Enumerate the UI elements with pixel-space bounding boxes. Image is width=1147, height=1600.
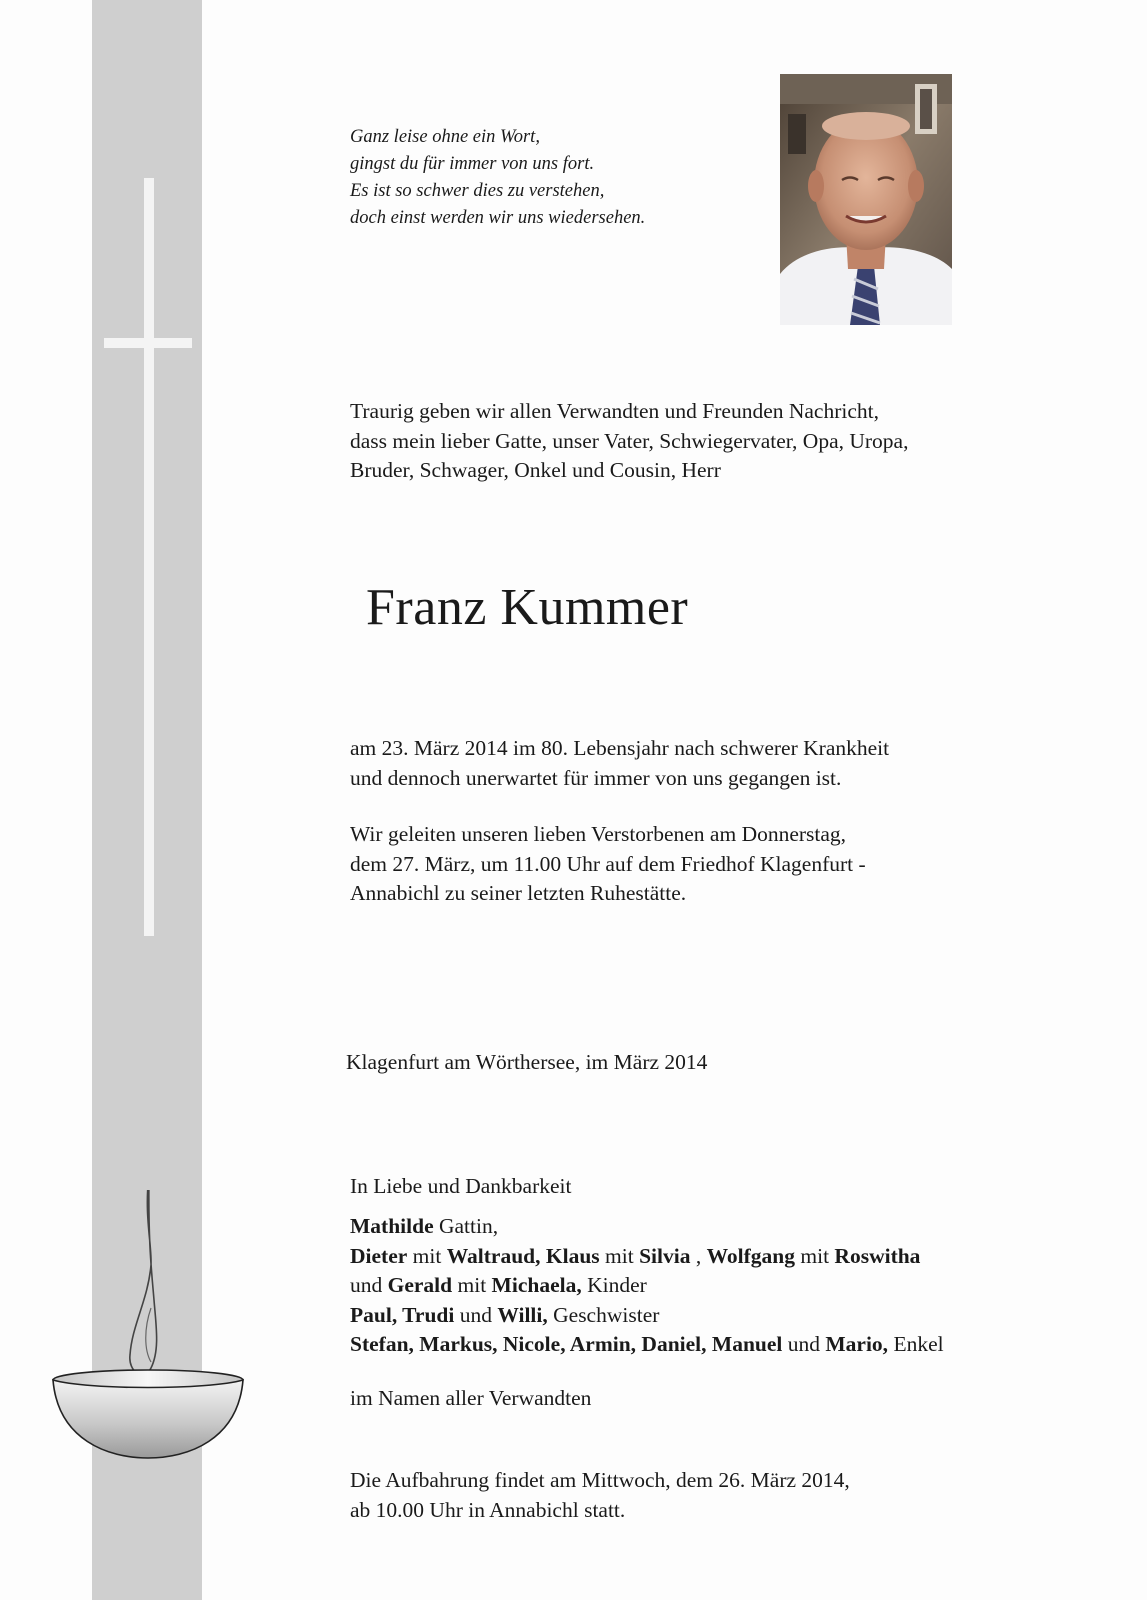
funeral-notice xyxy=(350,820,866,909)
death-notice xyxy=(350,734,889,793)
family-connector: und xyxy=(782,1332,826,1356)
family-name: Silvia xyxy=(639,1243,691,1268)
family-role: Enkel xyxy=(888,1332,944,1356)
family-role: Kinder xyxy=(581,1273,647,1297)
flame-icon xyxy=(130,1190,157,1375)
family-name: Mario, xyxy=(825,1332,889,1356)
family-connector: und xyxy=(454,1302,498,1327)
family-name: Dieter xyxy=(350,1243,408,1268)
family-line-siblings xyxy=(350,1301,944,1331)
family-role: Geschwister xyxy=(547,1302,660,1327)
gratitude-line: In Liebe und Dankbarkeit xyxy=(350,1174,572,1198)
family-name: Willi, xyxy=(497,1302,548,1327)
intro-line: dass mein lieber Gatte, unser Vater, Schwiegervater, Opa, Uropa, xyxy=(350,428,909,453)
family-name: Gerald xyxy=(387,1273,453,1297)
viewing-notice-line: Die Aufbahrung findet am Mittwoch, dem 26. März 2014, xyxy=(350,1468,850,1492)
family-connector: , xyxy=(690,1243,707,1268)
family-name: Stefan, Markus, Nicole, Armin, Daniel, Manuel xyxy=(350,1332,783,1356)
poem xyxy=(350,124,730,232)
family-name: Mathilde xyxy=(350,1214,434,1238)
family-connector: mit xyxy=(407,1243,447,1268)
family-connector: mit xyxy=(599,1243,640,1268)
family-name: Roswitha xyxy=(834,1243,921,1268)
cross-icon-vertical-bar xyxy=(144,178,154,936)
place-date: Klagenfurt am Wörthersee, im März 2014 xyxy=(346,1050,708,1074)
relatives-note: im Namen aller Verwandten xyxy=(350,1386,592,1410)
death-notice-line: und dennoch unerwartet für immer von uns gegangen ist. xyxy=(350,765,842,790)
cross-icon-horizontal-bar xyxy=(104,338,192,348)
funeral-notice-line: dem 27. März, um 11.00 Uhr auf dem Friedhof Klagenfurt - xyxy=(350,851,866,876)
family-line-grandchildren xyxy=(350,1330,944,1360)
intro-line: Bruder, Schwager, Onkel und Cousin, Herr xyxy=(350,458,721,482)
family-line-spouse xyxy=(350,1212,944,1242)
family-name: Paul, Trudi xyxy=(350,1302,455,1327)
intro-line: Traurig geben wir allen Verwandten und Freunden Nachricht, xyxy=(350,399,879,423)
family-name: Waltraud, Klaus xyxy=(446,1243,600,1268)
death-notice-line: am 23. März 2014 im 80. Lebensjahr nach schwerer Krankheit xyxy=(350,736,890,760)
portrait-photo xyxy=(780,74,952,325)
candle-bowl-icon xyxy=(48,1190,248,1480)
family-connector: mit xyxy=(452,1273,492,1297)
family-line-children-cont xyxy=(350,1271,944,1301)
poem-line: doch einst werden wir uns wiedersehen. xyxy=(350,208,646,228)
family-connector: mit xyxy=(795,1243,835,1268)
family-line-children xyxy=(350,1242,944,1272)
family-name: Wolfgang xyxy=(706,1243,795,1268)
family-name: Michaela, xyxy=(491,1273,582,1297)
family-role: Gattin, xyxy=(433,1214,499,1238)
viewing-notice xyxy=(350,1466,850,1525)
family-connector: und xyxy=(350,1273,388,1297)
poem-line: gingst du für immer von uns fort. xyxy=(350,154,595,174)
deceased-name: Franz Kummer xyxy=(366,579,689,636)
funeral-notice-line: Wir geleiten unseren lieben Verstorbenen am Donnerstag, xyxy=(350,822,847,846)
poem-line: Es ist so schwer dies zu verstehen, xyxy=(350,181,605,201)
poem-line: Ganz leise ohne ein Wort, xyxy=(350,127,540,147)
viewing-notice-line: ab 10.00 Uhr in Annabichl statt. xyxy=(350,1497,626,1522)
intro-paragraph xyxy=(350,397,908,486)
family-list xyxy=(350,1212,944,1360)
funeral-notice-line: Annabichl zu seiner letzten Ruhestätte. xyxy=(350,881,687,905)
